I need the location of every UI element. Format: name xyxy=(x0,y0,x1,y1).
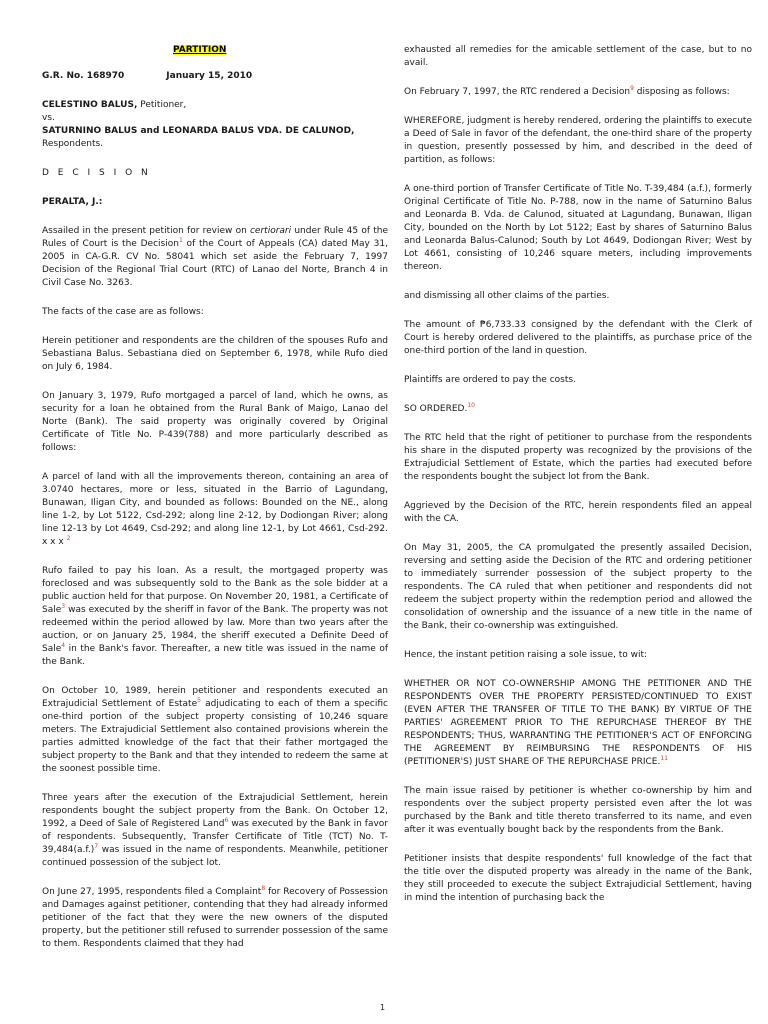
decision-date: January 15, 2010 xyxy=(166,71,253,81)
respondent-line xyxy=(42,125,388,151)
quoted-paragraph: Plaintiffs are ordered to pay the costs. xyxy=(404,375,576,385)
right-column xyxy=(404,44,752,921)
paragraph: On October 10, 1989, herein petitioner and respondents executed an Extrajudicial Settlement of Estate$^5$ adjudicating to each of them a specific one-third portion of the subject property consisting of 10,246 square meters. The Extrajudicial Settlement also contained provisions wherein the parties admitted knowledge of the fact that their father mortgaged the subject property to the Bank and that they intended to redeem the same at the soonest possible time. xyxy=(42,686,388,774)
footnote-ref[interactable]: 2 xyxy=(66,535,71,542)
paragraph: On June 27, 1995, respondents filed a Complaint$^8$ for Recovery of Possession and Damages against petitioner, contending that they had already informed petitioner of the fact that they were the new owners of the disputed property, but the petitioner still refused to surrender possession of the same to them. Respondents claimed that they had xyxy=(42,885,388,949)
petitioner-line xyxy=(42,99,388,112)
footnote-ref[interactable]: 10 xyxy=(467,402,475,409)
page-number: 1 xyxy=(380,1003,386,1012)
paragraph: The RTC held that the right of petitioner to purchase from the respondents his share in the disputed property was recognized by the provisions of the Extrajudicial Settlement of Estate, which the parties had executed before the respondents bought the subject lot from the Bank. xyxy=(404,433,752,482)
quoted-paragraph: A parcel of land with all the improvements thereon, containing an area of 3.0740 hectares, more or less, situated in the Barrio of Lagundang, Bunawan, Iligan City, and bounded as follows: Bounded on the NE., along line 1-2, by Lot 5122, Csd-292; along line 2-12, by Dodiongan River; along line 12-13 by Lot 4649, Csd-292; and along line 12-1, by Lot 4661, Csd-292. x x x $^2$ xyxy=(42,472,388,547)
footnote-ref[interactable]: 3 xyxy=(61,603,66,610)
quoted-paragraph: and dismissing all other claims of the parties. xyxy=(404,291,610,301)
quoted-paragraph: WHEREFORE, judgment is hereby rendered, ordering the plaintiffs to execute a Deed of Sale in favor of the defendant, the one-third share of the property in question, presently possessed by him, and described in the deed of partition, as follows: xyxy=(404,116,752,165)
quoted-paragraph: The amount of ₱6,733.33 consigned by the defendant with the Clerk of Court is hereby ordered delivered to the plaintiffs, as purchase price of the one-third portion of the land in question. xyxy=(404,320,752,356)
document-title xyxy=(42,44,388,57)
footnote-ref[interactable]: 4 xyxy=(61,642,66,649)
quoted-paragraph: SO ORDERED.$^{10}$ xyxy=(404,402,475,414)
paragraph: The main issue raised by petitioner is whether co-ownership by him and respondents over the subject property persisted even after the lot was purchased by the Bank and title thereto transferred to its name, and even after it was eventually bought back by the respondents from the Bank. xyxy=(404,786,752,835)
paragraph: On May 31, 2005, the CA promulgated the presently assailed Decision, reversing and setting aside the Decision of the RTC and ordering petitioner to immediately surrender possession of the subject property to the respondents. The CA ruled that when petitioner and respondents did not redeem the subject property within the redemption period and allowed the consolidation of ownership and the issuance of a new title in the name of the Bank, their co-ownership was extinguished. xyxy=(404,543,752,631)
versus: vs. xyxy=(42,113,55,123)
left-column xyxy=(42,44,388,967)
italic-term: certiorari xyxy=(249,226,292,236)
respondent-names: SATURNINO BALUS and LEONARDA BALUS VDA. DE CALUNOD, xyxy=(42,126,355,136)
footnote-ref[interactable]: 8 xyxy=(261,885,266,892)
paragraph: On January 3, 1979, Rufo mortgaged a parcel of land, which he owns, as security for a loan he obtained from the Rural Bank of Maigo, Lanao del Norte (Bank). The said property was originally covered by Original Certificate of Title No. P-439(788) and more particularly described as follows: xyxy=(42,391,388,453)
decision-heading: D E C I S I O N xyxy=(42,168,151,178)
paragraph: Assailed in the present petition for review on certiorari under Rule 45 of the Rules of Court is the Decision$^1$ of the Court of Appeals (CA) dated May 31, 2005 in CA-G.R. CV No. 58041 which set aside the February 7, 1997 Decision of the Regional Trial Court (RTC) of Lanao del Norte, Branch 4 in Civil Case No. 3263. xyxy=(42,226,388,288)
paragraph: Herein petitioner and respondents are the children of the spouses Rufo and Sebastiana Balus. Sebastiana died on September 6, 1978, while Rufo died on July 6, 1984. xyxy=(42,336,388,372)
footnote-ref[interactable]: 5 xyxy=(197,697,201,704)
issue-statement: WHETHER OR NOT CO-OWNERSHIP AMONG THE PETITIONER AND THE RESPONDENTS OVER THE PROPERTY PERSISTED/CONTINUED TO EXIST (EVEN AFTER THE TRANSFER OF TITLE TO THE BANK) BY VIRTUE OF THE PARTIES' AGREEMENT PRIOR TO THE REPURCHASE THEREOF BY THE RESPONDENTS; THUS, WARRANTING THE PETITIONER'S ACT OF ENFORCING THE AGREEMENT BY REIMBURSING THE RESPONDENTS OF HIS (PETITIONER'S) JUST SHARE OF THE REPURCHASE PRICE.$^{11}$ xyxy=(404,679,752,767)
petitioner-role: Petitioner, xyxy=(137,100,187,110)
parties-block xyxy=(42,99,388,151)
ponente: PERALTA, J.: xyxy=(42,197,103,207)
petitioner-name: CELESTINO BALUS, xyxy=(42,100,138,110)
paragraph: exhausted all remedies for the amicable settlement of the case, but to no avail. xyxy=(404,45,752,68)
respondent-role: Respondents. xyxy=(42,139,104,149)
paragraph: On February 7, 1997, the RTC rendered a Decision$^9$ disposing as follows: xyxy=(404,85,730,97)
paragraph: Petitioner insists that despite respondents' full knowledge of the fact that the title over the disputed property was already in the name of the Bank, they still proceeded to execute the subject Extrajudicial Settlement, having in mind the intention of purchasing back the xyxy=(404,854,752,903)
footnote-ref[interactable]: 9 xyxy=(630,85,634,92)
title-highlight: PARTITION xyxy=(173,45,227,55)
case-number-line xyxy=(42,70,388,83)
footnote-ref[interactable]: 7 xyxy=(94,843,99,850)
paragraph: The facts of the case are as follows: xyxy=(42,307,204,317)
paragraph: Hence, the instant petition raising a sole issue, to wit: xyxy=(404,650,648,660)
gr-number: G.R. No. 168970 xyxy=(42,71,125,81)
quoted-paragraph: A one-third portion of Transfer Certificate of Title No. T-39,484 (a.f.), formerly Original Certificate of Title No. P-788, now in the name of Saturnino Balus and Leonarda B. Vda. de Calunod, situated at Lagundang, Bunawan, Iligan City, bounded on the North by Lot 5122; East by shares of Saturnino Balus and Leonarda Balus-Calunod; South by Lot 4649, Dodiongan River; West by Lot 4661, consisting of 10,246 square meters, including improvements thereon. xyxy=(404,184,752,272)
footnote-ref[interactable]: 1 xyxy=(178,237,183,244)
paragraph: Aggrieved by the Decision of the RTC, herein respondents filed an appeal with the CA. xyxy=(404,501,752,524)
paragraph: Rufo failed to pay his loan. As a result, the mortgaged property was foreclosed and was subsequently sold to the Bank as the sole bidder at a public auction held for that purpose. On November 20, 1981, a Certificate of Sale$^3$ was executed by the sheriff in favor of the Bank. The property was not redeemed within the period allowed by law. More than two years after the auction, or on January 25, 1984, the sheriff executed a Definite Deed of Sale$^4$ in the Bank's favor. Thereafter, a new title was issued in the name of the Bank. xyxy=(42,566,388,667)
footnote-ref[interactable]: 11 xyxy=(660,755,668,762)
paragraph: Three years after the execution of the Extrajudicial Settlement, herein respondents bought the subject property from the Bank. On October 12, 1992, a Deed of Sale of Registered Land$^6$ was executed by the Bank in favor of respondents. Subsequently, Transfer Certificate of Title (TCT) No. T-39,484(a.f.)$^7$ was issued in the name of respondents. Meanwhile, petitioner continued possession of the subject lot. xyxy=(42,793,388,868)
footnote-ref[interactable]: 6 xyxy=(224,817,229,824)
